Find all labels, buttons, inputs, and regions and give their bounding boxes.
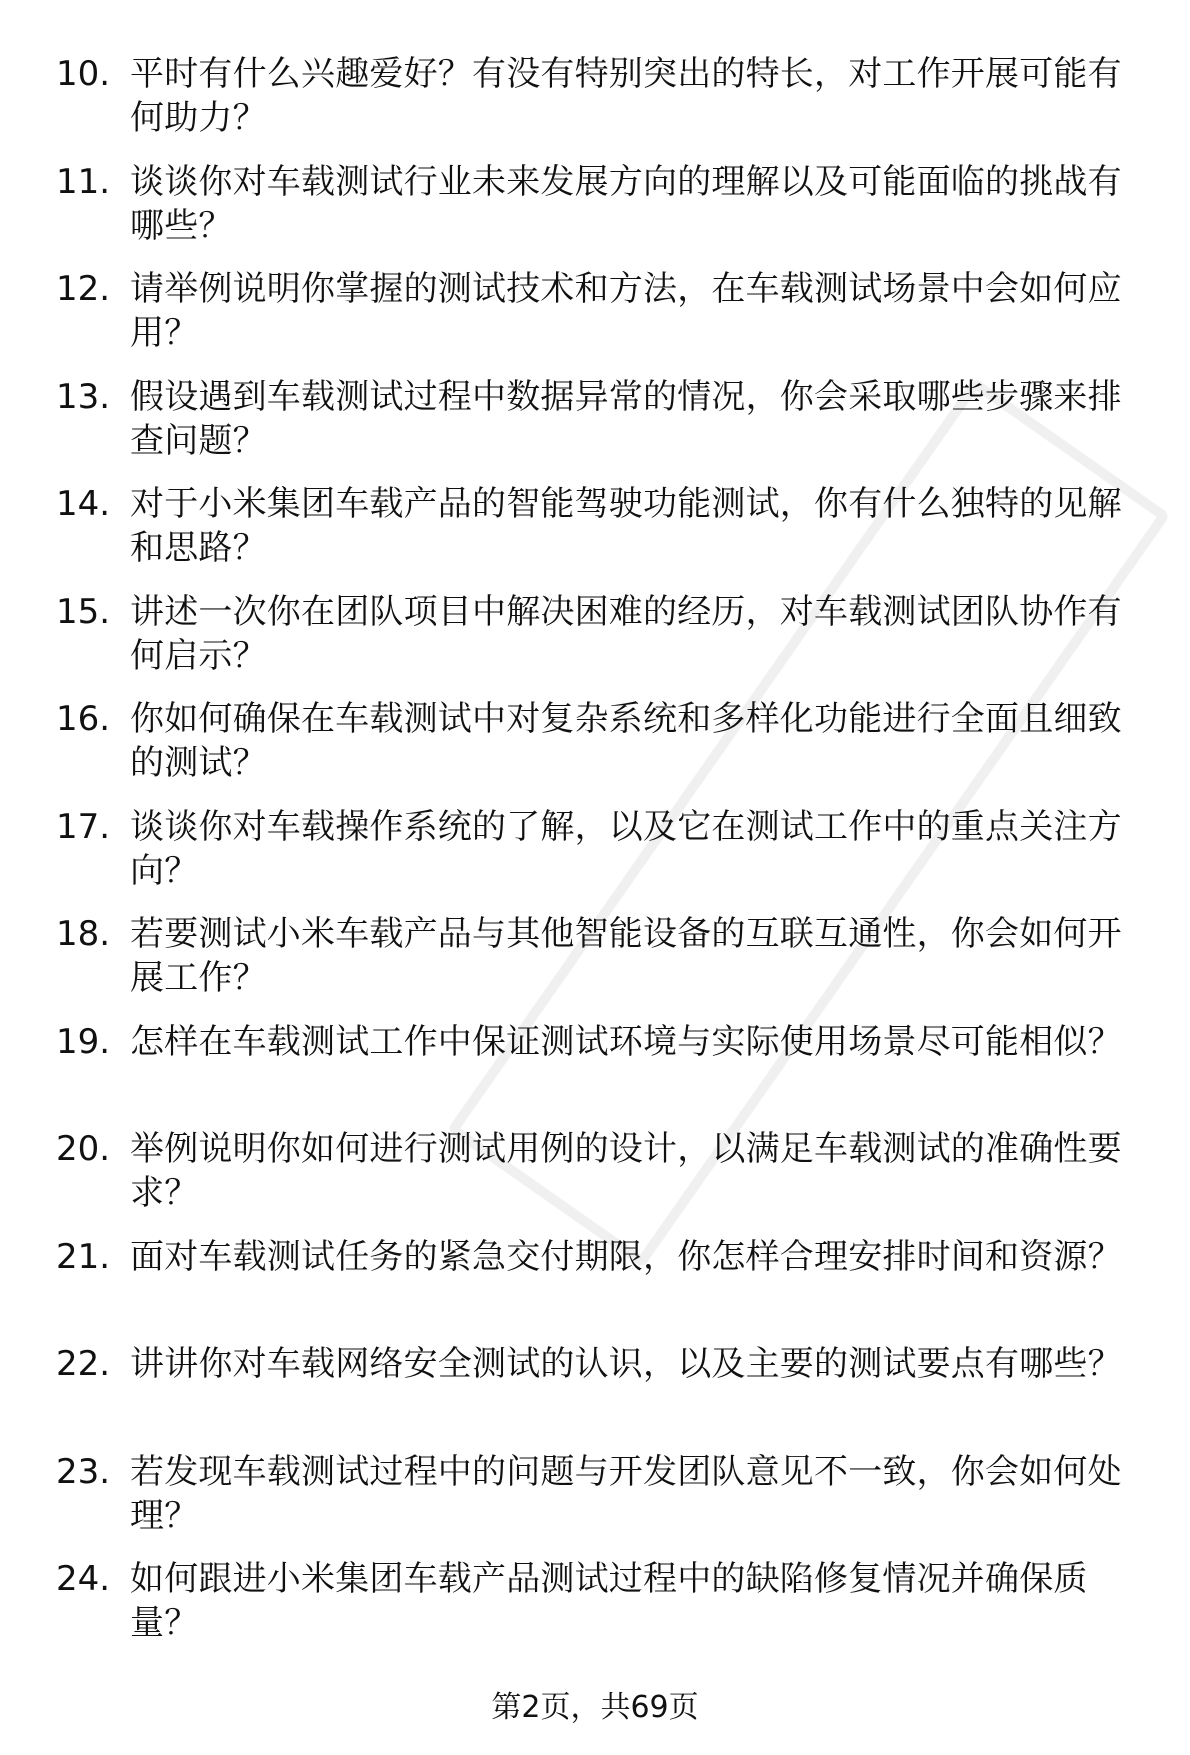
question-text: 如何跟进小米集团车载产品测试过程中的缺陷修复情况并确保质量？ — [130, 1559, 1088, 1643]
list-item — [0, 805, 1190, 913]
question-text: 假设遇到车载测试过程中数据异常的情况，你会采取哪些步骤来排查问题？ — [130, 376, 1122, 461]
question-number: 20. — [56, 1129, 111, 1169]
question-number: 22. — [56, 1344, 111, 1384]
list-item — [0, 160, 1190, 268]
question-number: 14. — [56, 484, 111, 524]
question-number: 12. — [56, 269, 111, 309]
question-number: 13. — [56, 376, 111, 417]
question-text: 举例说明你如何进行测试用例的设计，以满足车载测试的准确性要求？ — [130, 1129, 1122, 1213]
question-text: 请举例说明你掌握的测试技术和方法，在车载测试场景中会如何应用？ — [130, 269, 1122, 353]
question-list — [0, 52, 1190, 1665]
list-item — [0, 912, 1190, 1020]
page-number-label: 第2页，共69页 — [491, 1690, 699, 1725]
question-text: 若要测试小米车载产品与其他智能设备的互联互通性，你会如何开展工作？ — [130, 914, 1122, 998]
question-number: 10. — [56, 54, 111, 94]
question-number: 18. — [56, 914, 111, 954]
question-number: 19. — [56, 1021, 111, 1062]
question-number: 16. — [56, 699, 111, 739]
list-item — [0, 1342, 1190, 1450]
list-item — [0, 697, 1190, 805]
question-text: 谈谈你对车载操作系统的了解，以及它在测试工作中的重点关注方向？ — [130, 806, 1122, 891]
question-number: 17. — [56, 806, 111, 847]
question-text: 若发现车载测试过程中的问题与开发团队意见不一致，你会如何处理？ — [130, 1451, 1122, 1536]
question-text: 怎样在车载测试工作中保证测试环境与实际使用场景尽可能相似？ — [130, 1021, 1122, 1062]
list-item — [0, 375, 1190, 483]
question-text: 讲述一次你在团队项目中解决困难的经历，对车载测试团队协作有何启示？ — [130, 591, 1122, 676]
question-number: 24. — [56, 1559, 111, 1599]
list-item — [0, 1557, 1190, 1665]
list-item — [0, 267, 1190, 375]
list-item — [0, 482, 1190, 590]
question-text: 讲讲你对车载网络安全测试的认识，以及主要的测试要点有哪些？ — [130, 1344, 1122, 1384]
list-item — [0, 52, 1190, 160]
question-number: 11. — [56, 161, 111, 202]
question-text: 谈谈你对车载测试行业未来发展方向的理解以及可能面临的挑战有哪些？ — [130, 161, 1122, 246]
list-item — [0, 1020, 1190, 1128]
list-item — [0, 1450, 1190, 1558]
question-text: 你如何确保在车载测试中对复杂系统和多样化功能进行全面且细致的测试？ — [130, 699, 1122, 783]
question-text: 平时有什么兴趣爱好？有没有特别突出的特长，对工作开展可能有何助力？ — [130, 54, 1122, 138]
question-text: 面对车载测试任务的紧急交付期限，你怎样合理安排时间和资源？ — [130, 1236, 1122, 1277]
list-item — [0, 590, 1190, 698]
question-number: 21. — [56, 1236, 111, 1277]
page-footer — [0, 1688, 1190, 1728]
list-item — [0, 1127, 1190, 1235]
question-number: 23. — [56, 1451, 111, 1492]
question-text: 对于小米集团车载产品的智能驾驶功能测试，你有什么独特的见解和思路？ — [130, 484, 1122, 568]
list-item — [0, 1235, 1190, 1343]
question-number: 15. — [56, 591, 111, 632]
